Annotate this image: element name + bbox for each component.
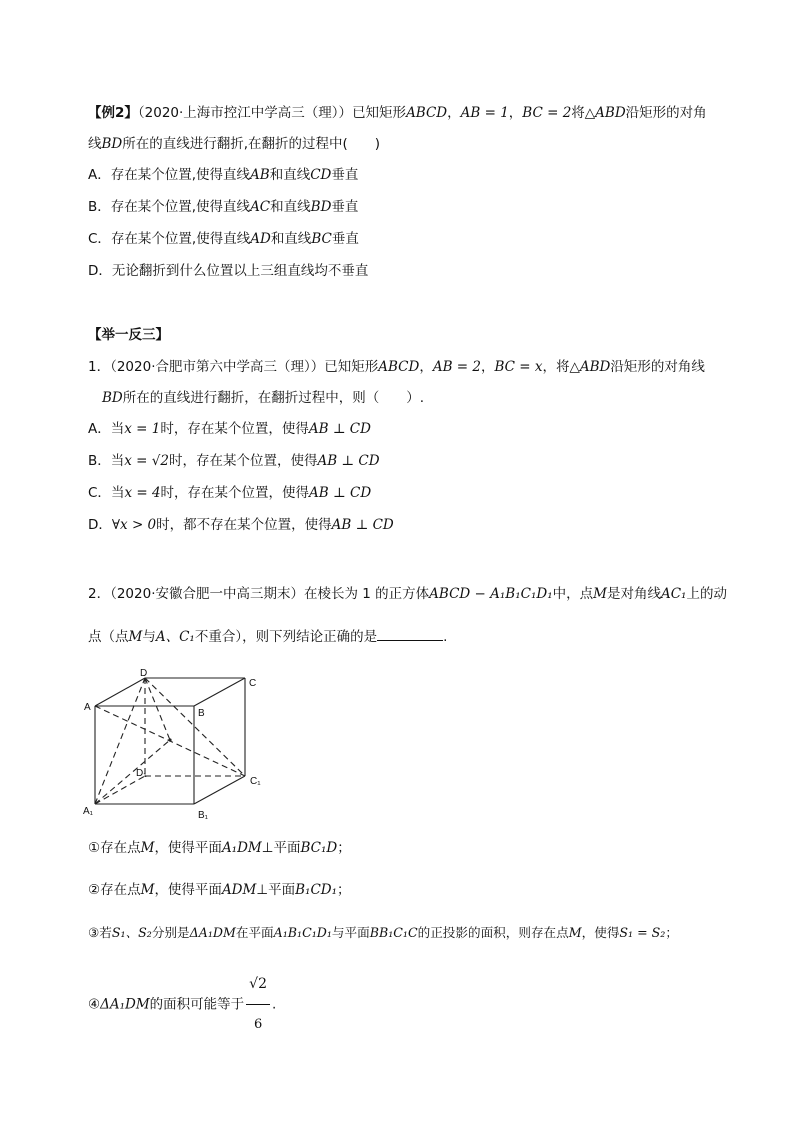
math: BC = x bbox=[494, 359, 543, 375]
text: 已知矩形 bbox=[352, 105, 407, 121]
text: 存在某个位置,使得直线 bbox=[110, 167, 251, 183]
example-line-1: 【例2】（2020·上海市控江中学高三（理））已知矩形ABCD，AB = 1，BC = 2将△ABD沿矩形的对角 bbox=[88, 105, 707, 121]
text: 和直线 bbox=[269, 167, 311, 183]
text: 所在的直线进行翻折,在翻折的过程中( ) bbox=[122, 136, 381, 152]
statement-4 bbox=[88, 964, 276, 1045]
text: ②存在点 bbox=[88, 882, 141, 898]
label-c: C bbox=[249, 678, 257, 689]
statement-3 bbox=[88, 923, 678, 943]
diag-dc1 bbox=[145, 678, 245, 776]
cube-figure bbox=[82, 668, 272, 820]
text: 当 bbox=[110, 485, 125, 501]
text: 时，存在某个位置，使得 bbox=[160, 421, 309, 437]
fraction bbox=[246, 964, 270, 1045]
text: 垂直 bbox=[331, 231, 359, 247]
math: ΔA₁DM bbox=[100, 996, 150, 1013]
text: ，使得平面 bbox=[154, 840, 222, 856]
fraction-numerator: √2 bbox=[246, 964, 270, 1005]
label-c1: C₁ bbox=[250, 776, 261, 787]
math: AB ⊥ CD bbox=[308, 421, 371, 437]
math: B₁CD₁ bbox=[295, 882, 338, 898]
edge-ad bbox=[95, 678, 145, 706]
text: 点（点 bbox=[88, 629, 129, 645]
label-d: D bbox=[140, 668, 148, 679]
statement-1 bbox=[88, 838, 351, 858]
math-bd: BD bbox=[101, 136, 123, 152]
label-b: B bbox=[198, 708, 205, 719]
text: 与平面 bbox=[331, 925, 370, 940]
text: ，将 bbox=[542, 359, 570, 375]
statement-2 bbox=[88, 880, 351, 900]
text: ⊥平面 bbox=[256, 882, 296, 898]
text: ； bbox=[337, 840, 351, 856]
text: 是对角线 bbox=[606, 586, 661, 602]
edge-b1c1 bbox=[194, 776, 245, 804]
text: 无论翻折到什么位置以上三组直线均不垂直 bbox=[111, 263, 369, 279]
math: BC bbox=[311, 231, 332, 247]
option-letter: D． bbox=[88, 263, 112, 279]
label-a1: A₁ bbox=[83, 806, 94, 817]
example-source: （2020·上海市控江中学高三（理）） bbox=[137, 105, 353, 121]
math: BC₁D bbox=[300, 840, 338, 856]
math: AB ⊥ CD bbox=[331, 517, 394, 533]
text: 将 bbox=[571, 105, 585, 121]
text: ⊥平面 bbox=[261, 840, 301, 856]
hidden-edge-a1d1 bbox=[95, 776, 145, 804]
label-d1: D₁ bbox=[136, 768, 147, 779]
math: S₁、S₂ bbox=[111, 925, 152, 940]
math: x = 4 bbox=[124, 485, 161, 501]
math: ABCD − A₁B₁C₁D₁ bbox=[429, 586, 553, 602]
q1-option-a bbox=[88, 419, 371, 439]
example-option-a bbox=[88, 165, 358, 185]
text: 在平面 bbox=[235, 925, 274, 940]
text: 时，存在某个位置，使得 bbox=[168, 453, 318, 469]
option-letter: B． bbox=[88, 199, 111, 215]
q1-option-b bbox=[88, 451, 380, 471]
math: M bbox=[140, 840, 155, 856]
math: M bbox=[140, 882, 155, 898]
text: ①存在点 bbox=[88, 840, 141, 856]
point-m bbox=[168, 738, 171, 741]
text: ，使得平面 bbox=[154, 882, 222, 898]
example-option-b bbox=[88, 197, 358, 217]
example-option-c bbox=[88, 229, 359, 249]
edge-bc bbox=[194, 678, 245, 706]
math: BD bbox=[102, 390, 123, 406]
option-letter: D． bbox=[88, 517, 112, 533]
math: BB₁C₁C bbox=[369, 925, 418, 940]
seg-a1m bbox=[95, 740, 170, 804]
math: AB ⊥ CD bbox=[317, 453, 380, 469]
math: A₁DM bbox=[221, 840, 262, 856]
text: ④ bbox=[88, 996, 101, 1013]
text: 分别是 bbox=[151, 925, 190, 940]
text: 的正投影的面积，则存在点 bbox=[417, 925, 569, 940]
q1-option-d bbox=[88, 515, 394, 535]
math: BD bbox=[310, 199, 332, 215]
text: . bbox=[272, 996, 277, 1013]
math: AD bbox=[250, 231, 271, 247]
math: A、C₁ bbox=[155, 629, 195, 645]
math: ADM bbox=[221, 882, 257, 898]
text: 垂直 bbox=[331, 199, 359, 215]
text: 不重合），则下列结论正确的是 bbox=[194, 629, 378, 645]
text: 中，点 bbox=[552, 586, 594, 602]
label-a: A bbox=[84, 702, 91, 713]
option-letter: C． bbox=[88, 485, 111, 501]
math: △ABD bbox=[569, 359, 611, 375]
math: AB ⊥ CD bbox=[309, 485, 372, 501]
q2-line-2 bbox=[88, 626, 447, 647]
text: 当 bbox=[110, 421, 125, 437]
example-line-2 bbox=[88, 134, 380, 154]
example-option-d bbox=[88, 261, 368, 281]
text: 上的动 bbox=[686, 586, 727, 602]
text: . bbox=[443, 629, 448, 645]
q1-option-c bbox=[88, 483, 371, 503]
text: 与 bbox=[142, 629, 156, 645]
fraction-denominator: 6 bbox=[253, 1017, 263, 1032]
text: 时，都不存在某个位置，使得 bbox=[156, 517, 332, 533]
diag-a1d bbox=[95, 678, 145, 804]
math: x = √2 bbox=[124, 453, 169, 469]
option-letter: A． bbox=[88, 167, 111, 183]
q2-line-1 bbox=[88, 584, 727, 604]
math: ∀x > 0 bbox=[111, 517, 157, 533]
text: 和直线 bbox=[270, 231, 312, 247]
math: M bbox=[128, 629, 143, 645]
text: 存在某个位置,使得直线 bbox=[110, 199, 251, 215]
practice-heading: 【举一反三】 bbox=[88, 327, 169, 343]
math: ΔA₁DM bbox=[189, 925, 236, 940]
option-letter: C． bbox=[88, 231, 111, 247]
seg-dm bbox=[145, 678, 170, 740]
label-b1: B₁ bbox=[198, 810, 209, 820]
math-rect: ABCD bbox=[406, 105, 448, 121]
math: AC bbox=[250, 199, 271, 215]
text: 垂直 bbox=[331, 167, 359, 183]
math: AB bbox=[250, 167, 270, 183]
text: ③若 bbox=[88, 925, 112, 940]
text: 所在的直线进行翻折，在翻折过程中，则（ ）. bbox=[122, 390, 425, 406]
math: S₁ = S₂ bbox=[619, 925, 666, 940]
math-ab: AB = 1 bbox=[460, 105, 509, 121]
math: x = 1 bbox=[124, 421, 161, 437]
math: M bbox=[593, 586, 607, 602]
math: M bbox=[568, 925, 582, 940]
text: 时，存在某个位置，使得 bbox=[160, 485, 310, 501]
q1-line-1: 1．（2020·合肥市第六中学高三（理））已知矩形ABCD，AB = 2，BC = x，将△ABD沿矩形的对角线 bbox=[88, 359, 705, 375]
text: ，使得 bbox=[581, 925, 620, 940]
text: ； bbox=[337, 882, 351, 898]
text: 的面积可能等于 bbox=[149, 996, 245, 1013]
text: 沿矩形的对角线 bbox=[610, 359, 705, 375]
text: ； bbox=[665, 925, 678, 940]
text: 2．（2020·安徽合肥一中高三期末）在棱长为 1 的正方体 bbox=[88, 586, 430, 602]
q1-line-2 bbox=[102, 388, 424, 408]
text: 线 bbox=[88, 136, 102, 152]
math-tri: △ABD bbox=[584, 105, 626, 121]
option-letter: B． bbox=[88, 453, 111, 469]
math: AC₁ bbox=[660, 586, 687, 602]
example-tag: 【例2】 bbox=[88, 105, 138, 121]
math-bc: BC = 2 bbox=[522, 105, 572, 121]
math: CD bbox=[310, 167, 332, 183]
math: A₁B₁C₁D₁ bbox=[273, 925, 332, 940]
text: 存在某个位置,使得直线 bbox=[110, 231, 251, 247]
math: AB = 2 bbox=[432, 359, 481, 375]
answer-blank[interactable] bbox=[377, 626, 443, 641]
text: 沿矩形的对角 bbox=[625, 105, 707, 121]
option-letter: A． bbox=[88, 421, 111, 437]
text: 当 bbox=[110, 453, 125, 469]
text: 和直线 bbox=[270, 199, 311, 215]
math: ABCD bbox=[378, 359, 420, 375]
text: 1．（2020·合肥市第六中学高三（理））已知矩形 bbox=[88, 359, 379, 375]
